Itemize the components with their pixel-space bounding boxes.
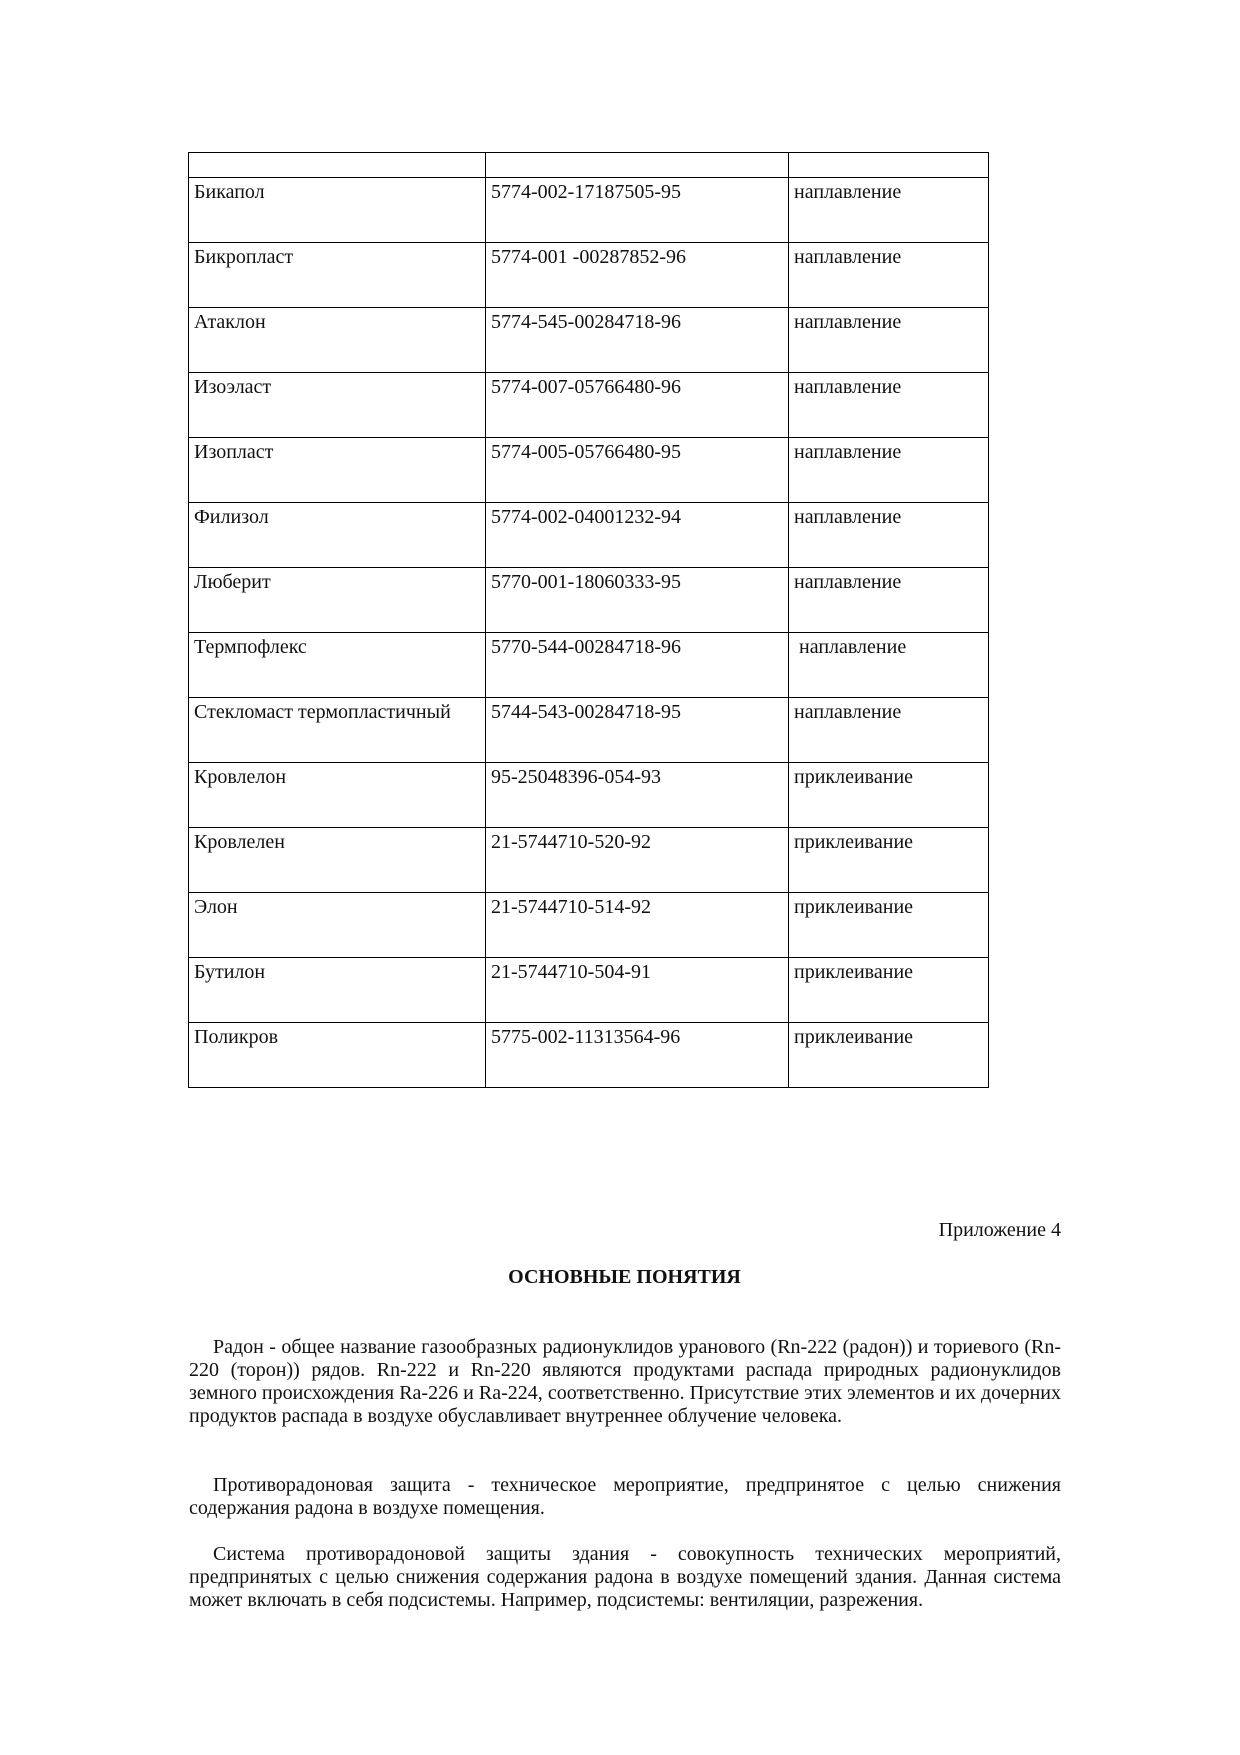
material-name-cell: Бикапол	[189, 178, 486, 243]
method-cell: наплавление	[789, 633, 989, 698]
material-name-cell: Термпофлекс	[189, 633, 486, 698]
table-cell	[486, 153, 789, 178]
table-row	[189, 1023, 989, 1088]
table-row	[189, 243, 989, 308]
material-name-cell: Изопласт	[189, 438, 486, 503]
method-cell: наплавление	[789, 178, 989, 243]
spec-code-cell: 5774-002-04001232-94	[486, 503, 789, 568]
method-cell: приклеивание	[789, 763, 989, 828]
table-row	[189, 568, 989, 633]
method-cell: наплавление	[789, 373, 989, 438]
material-name-cell: Филизол	[189, 503, 486, 568]
material-name-cell: Изоэласт	[189, 373, 486, 438]
method-cell: наплавление	[789, 243, 989, 308]
spec-code-cell: 5774-005-05766480-95	[486, 438, 789, 503]
table-row	[189, 828, 989, 893]
spec-code-cell: 5775-002-11313564-96	[486, 1023, 789, 1088]
table-row	[189, 373, 989, 438]
method-cell: наплавление	[789, 503, 989, 568]
table-cell	[189, 153, 486, 178]
method-cell: приклеивание	[789, 958, 989, 1023]
table-row	[189, 308, 989, 373]
material-name-cell: Кровлелон	[189, 763, 486, 828]
material-name-cell: Атаклон	[189, 308, 486, 373]
method-cell: приклеивание	[789, 1023, 989, 1088]
spec-code-cell: 95-25048396-054-93	[486, 763, 789, 828]
table-row	[189, 633, 989, 698]
paragraph-protection-system: Система противорадоновой защиты здания - совокупность технических мероприятий, предпринятых с целью снижения содержания радона в воздухе помещений здания. Данная система может включать в себя подсистемы. Например, подсистемы: вентиляции, разрежения.	[189, 1543, 1061, 1611]
spec-code-cell: 21-5744710-504-91	[486, 958, 789, 1023]
table-row	[189, 438, 989, 503]
method-cell: приклеивание	[789, 828, 989, 893]
spec-code-cell: 5770-544-00284718-96	[486, 633, 789, 698]
paragraph-anti-radon-protection: Противорадоновая защита - техническое мероприятие, предпринятое с целью снижения содержания радона в воздухе помещения.	[189, 1474, 1061, 1519]
table-row	[189, 958, 989, 1023]
table-cell	[789, 153, 989, 178]
table-header-row	[189, 153, 989, 178]
spec-code-cell: 5770-001-18060333-95	[486, 568, 789, 633]
table-row	[189, 893, 989, 958]
table-row	[189, 178, 989, 243]
spec-code-cell: 5774-545-00284718-96	[486, 308, 789, 373]
paragraph-radon-definition: Радон - общее название газообразных радионуклидов уранового (Rn-222 (радон)) и ториевого (Rn-220 (торон)) рядов. Rn-222 и Rn-220 являются продуктами распада природных радионуклидов земного происхождения Ra-226 и Ra-224, соответственно. Присутствие этих элементов и их дочерних продуктов распада в воздухе обуславливает внутреннее облучение человека.	[189, 1336, 1061, 1427]
spec-code-cell: 21-5744710-520-92	[486, 828, 789, 893]
materials-table	[188, 152, 989, 1088]
material-name-cell: Люберит	[189, 568, 486, 633]
spec-code-cell: 5774-007-05766480-96	[486, 373, 789, 438]
method-cell: наплавление	[789, 568, 989, 633]
spec-code-cell: 5774-001 -00287852-96	[486, 243, 789, 308]
method-cell: наплавление	[789, 698, 989, 763]
material-name-cell: Элон	[189, 893, 486, 958]
method-cell: наплавление	[789, 438, 989, 503]
table-row	[189, 763, 989, 828]
method-cell: приклеивание	[789, 893, 989, 958]
spec-code-cell: 5744-543-00284718-95	[486, 698, 789, 763]
table-row	[189, 698, 989, 763]
material-name-cell: Кровлелен	[189, 828, 486, 893]
table-row	[189, 503, 989, 568]
appendix-label: Приложение 4	[938, 1219, 1061, 1241]
spec-code-cell: 5774-002-17187505-95	[486, 178, 789, 243]
spec-code-cell: 21-5744710-514-92	[486, 893, 789, 958]
material-name-cell: Стекломаст термопластичный	[189, 698, 486, 763]
material-name-cell: Поликров	[189, 1023, 486, 1088]
method-cell: наплавление	[789, 308, 989, 373]
material-name-cell: Бикропласт	[189, 243, 486, 308]
section-title: ОСНОВНЫЕ ПОНЯТИЯ	[508, 1266, 741, 1288]
material-name-cell: Бутилон	[189, 958, 486, 1023]
